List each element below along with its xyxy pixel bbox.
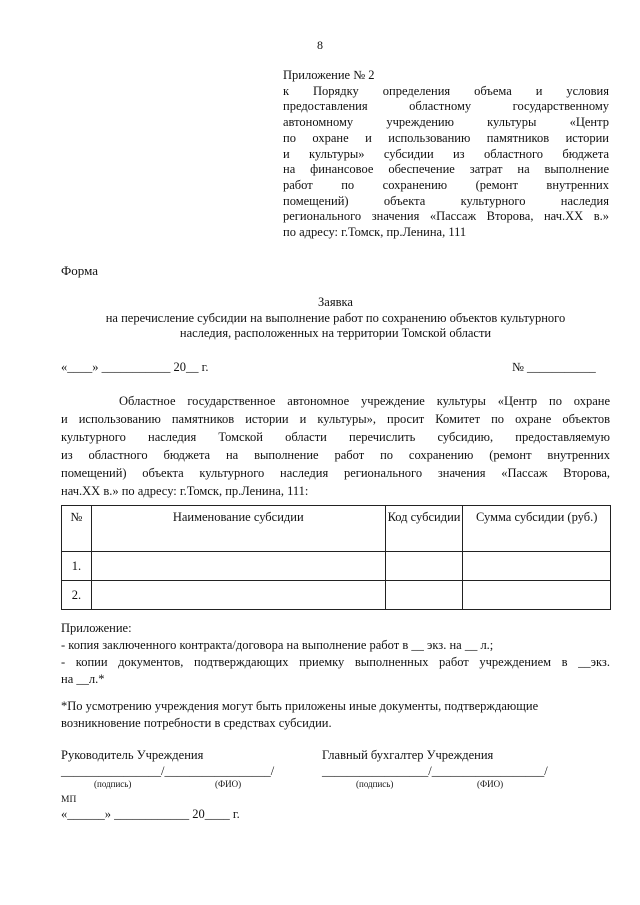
- cell-subsidy-amount[interactable]: [463, 552, 611, 581]
- header-number: №: [62, 506, 92, 552]
- cell-subsidy-code[interactable]: [385, 581, 463, 610]
- appendix-line: автономному учреждению культуры «Центр: [283, 115, 609, 130]
- table-row: [62, 581, 611, 610]
- header-subsidy-amount: Сумма субсидии (руб.): [463, 506, 611, 552]
- accountant-name-caption: (ФИО): [477, 779, 504, 789]
- cell-subsidy-name[interactable]: [91, 552, 385, 581]
- form-label: Форма: [61, 263, 98, 278]
- title-line: на перечисление субсидии на выполнение работ по сохранению объектов культурного: [105, 310, 566, 325]
- body-line: помещений) объекта культурного наследия регионального значения «Пассаж Второва,: [61, 466, 610, 480]
- cell-subsidy-amount[interactable]: [463, 581, 611, 610]
- subsidy-table: [61, 505, 611, 610]
- body-line: нач.XX в.» по адресу: г.Томск, пр.Ленина, 111:: [61, 484, 309, 498]
- attachment-item-continued: на __л.*: [61, 672, 105, 686]
- appendix-line: предоставления областному государственному: [283, 99, 609, 114]
- appendix-header: [283, 68, 609, 241]
- appendix-line: на финансовое обеспечение затрат на выполнение: [283, 162, 609, 177]
- appendix-line: по адресу: г.Томск, пр.Ленина, 111: [283, 225, 467, 240]
- accountant-signature-field[interactable]: _________________/__________________/: [322, 764, 548, 778]
- attachments-title: Приложение:: [61, 621, 132, 635]
- appendix-line: по охране и использованию памятников истории: [283, 130, 609, 145]
- appendix-line: помещений) объекта культурного наследия: [283, 193, 609, 208]
- cell-subsidy-name[interactable]: [91, 581, 385, 610]
- header-subsidy-name: Наименование субсидии: [91, 506, 385, 552]
- head-name-caption: (ФИО): [215, 779, 242, 789]
- row-number: 1.: [62, 552, 92, 581]
- appendix-line: регионального значения «Пассаж Второва, нач.XX в.»: [283, 209, 609, 224]
- accountant-sign-caption: (подпись): [356, 779, 394, 789]
- body-line: и использованию памятников истории и культуры», просит Комитет по охране объектов: [61, 412, 610, 426]
- title-line: Заявка: [318, 295, 353, 309]
- cell-subsidy-code[interactable]: [385, 552, 463, 581]
- application-title: [61, 295, 610, 342]
- table-row: [62, 552, 611, 581]
- head-sign-caption: (подпись): [94, 779, 132, 789]
- appendix-line: и культуры» субсидии из областного бюджета: [283, 146, 609, 161]
- attachment-item: - копии документов, подтверждающих приемку выполненных работ учреждением в __экз.: [61, 655, 610, 669]
- accountant-signature-title: Главный бухгалтер Учреждения: [322, 748, 494, 762]
- appendix-line: работ по сохранению (ремонт внутренних: [283, 177, 609, 192]
- footnote: *По усмотрению учреждения могут быть приложены иные документы, подтверждающие возникновение потребности в средствах субсидии.: [61, 699, 539, 730]
- head-signature-title: Руководитель Учреждения: [61, 748, 204, 762]
- body-line: Областное государственное автономное учреждение культуры «Центр по охране: [119, 394, 610, 408]
- body-paragraph: [61, 392, 610, 500]
- table-header-row: [62, 506, 611, 552]
- header-subsidy-code: Код субсидии: [385, 506, 463, 552]
- appendix-line: Приложение № 2: [283, 68, 375, 82]
- appendix-line: к Порядку определения объема и условия: [283, 83, 609, 98]
- title-line: наследия, расположенных на территории Томской области: [179, 326, 492, 340]
- signature-date-field[interactable]: «______» ____________ 20____ г.: [61, 807, 240, 821]
- stamp-place-label: МП: [61, 795, 77, 805]
- attachment-item: - копия заключенного контракта/договора на выполнение работ в __ экз. на __ л.;: [61, 638, 494, 652]
- body-line: культурного наследия Томской области перечислить субсидию, предоставляемую: [61, 430, 610, 444]
- number-field[interactable]: № ___________: [512, 360, 596, 374]
- row-number: 2.: [62, 581, 92, 610]
- body-line: из областного бюджета на выполнение работ по сохранению (ремонт внутренних: [61, 448, 610, 462]
- attachments-section: [61, 620, 610, 688]
- date-field[interactable]: «____» ___________ 20__ г.: [61, 360, 209, 374]
- head-signature-field[interactable]: ________________/_________________/: [61, 764, 275, 778]
- page-number: 8: [317, 38, 323, 52]
